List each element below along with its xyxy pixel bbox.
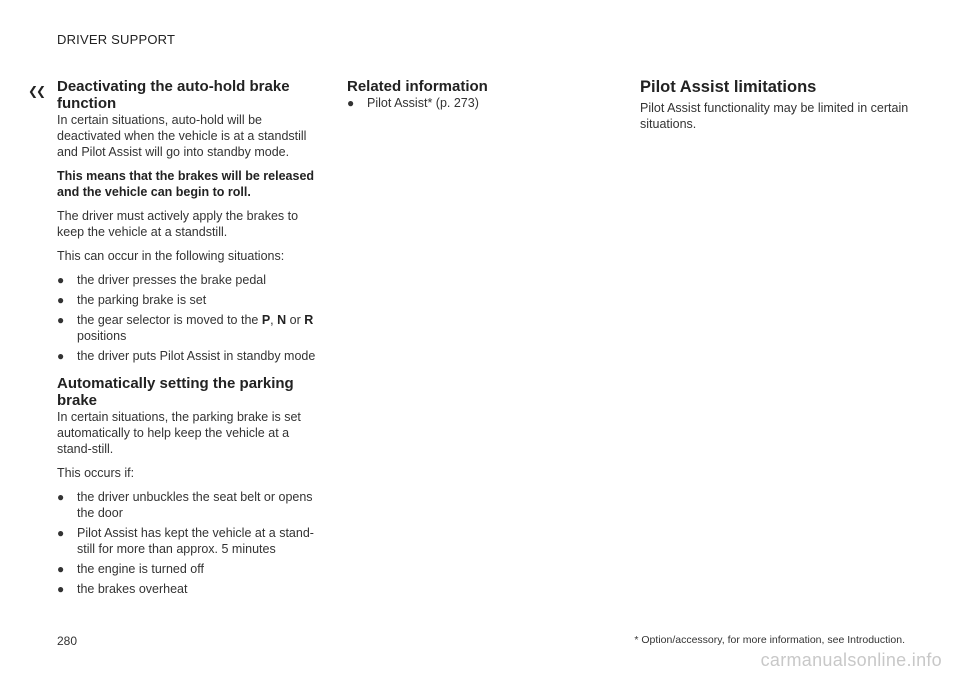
bullet-icon: ● [57,349,65,363]
list-item: ● the brakes overheat [57,582,188,596]
paragraph-auto-hold-deactivated: In certain situations, auto-hold will be deactivated when the vehicle is at a standstill and Pilot Assist will go into standby mode. [57,113,307,159]
list-parking-brake-conditions [57,489,319,597]
list-item: ● the driver presses the brake pedal [57,273,266,287]
bullet-icon: ● [57,582,65,596]
section-header: DRIVER SUPPORT [57,32,176,47]
footnote-option-accessory: * Option/accessory, for more information, see Introduction. [634,634,905,646]
paragraph-situations-intro: This can occur in the following situations: [57,249,285,263]
paragraph-parking-brake-set: In certain situations, the parking brake is set automatically to help keep the vehicle at a stand-still. [57,410,301,456]
gear-r-label: R [304,313,314,327]
list-item: ● the driver puts Pilot Assist in standby mode [57,349,316,363]
column-left [57,78,319,605]
list-item: ● the engine is turned off [57,562,204,576]
column-right [640,78,915,140]
related-links-list [347,95,612,111]
paragraph-brakes-released: This means that the brakes will be released and the vehicle can begin to roll. [57,169,315,199]
list-item: ● Pilot Assist has kept the vehicle at a stand-still for more than approx. 5 minutes [57,526,314,556]
column-middle [347,78,612,119]
page-number: 280 [57,634,78,648]
gear-p-label: P [261,313,271,327]
watermark: carmanualsonline.info [760,650,942,670]
heading-related-information: Related information [347,78,488,95]
list-item: ● the gear selector is moved to the P, N or R positions [57,313,314,343]
bullet-icon: ● [57,293,65,307]
heading-automatic-parking-brake: Automatically setting the parking brake [57,375,294,409]
list-item: ● the parking brake is set [57,293,207,307]
bullet-icon: ● [57,562,65,576]
bullet-icon: ● [57,490,65,504]
bullet-icon: ● [57,313,65,327]
bullet-icon: ● [347,96,355,110]
paragraph-driver-apply-brakes: The driver must actively apply the brakes to keep the vehicle at a standstill. [57,209,299,239]
paragraph-limitations-intro: Pilot Assist functionality may be limited in certain situations. [640,101,909,131]
heading-pilot-assist-limitations: Pilot Assist limitations [640,78,817,96]
related-link-pilot-assist[interactable]: ● Pilot Assist* (p. 273) [347,96,479,110]
paragraph-occurs-if: This occurs if: [57,466,135,480]
list-item: ● the driver unbuckles the seat belt or opens the door [57,490,313,520]
gear-n-label: N [277,313,287,327]
bullet-icon: ● [57,273,65,287]
double-chevron-left-icon[interactable]: ❮❮ [28,84,45,98]
list-deactivation-situations [57,272,319,364]
bullet-icon: ● [57,526,65,540]
heading-deactivating-auto-hold: Deactivating the auto-hold brake function [57,78,290,112]
